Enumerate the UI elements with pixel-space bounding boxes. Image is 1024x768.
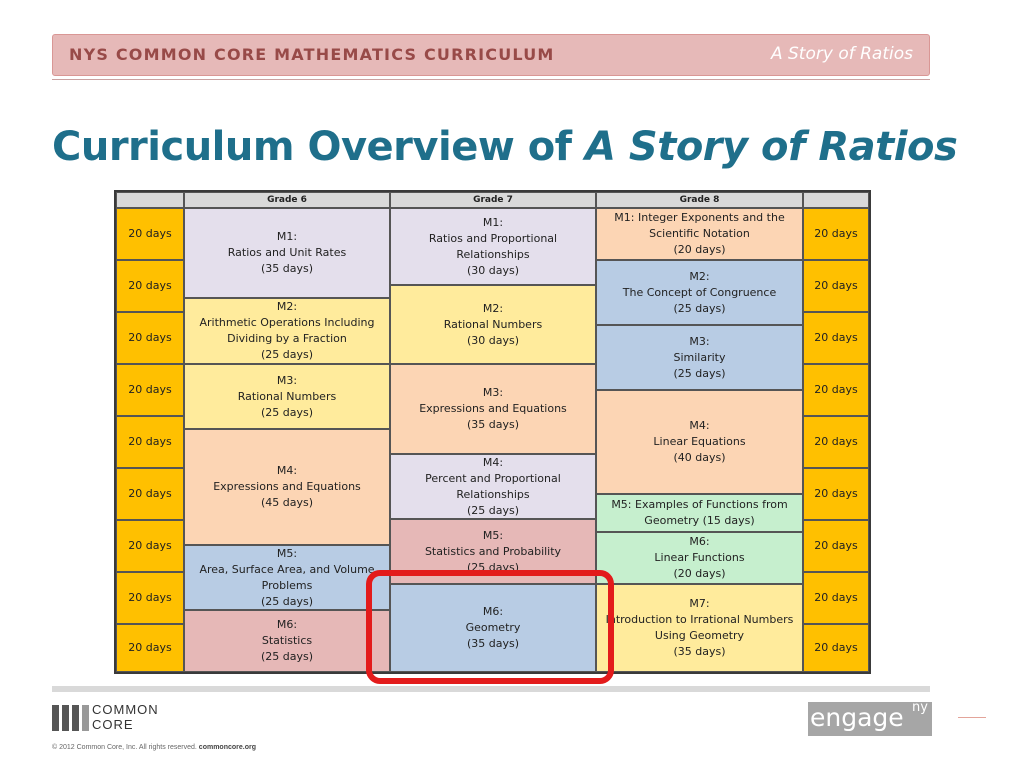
right-days-6: 20 days [803,468,869,520]
grade6-m2: M2: Arithmetic Operations Including Dividing by a Fraction (25 days) [184,298,390,364]
header-cell-blank-left [116,192,184,208]
grade8-m1: M1: Integer Exponents and the Scientific Notation (20 days) [596,208,803,260]
common-core-logo-text: COMMON CORE [92,702,159,732]
engage-logo-text: engage [810,703,904,732]
footer-divider [52,686,930,692]
grade6-m4: M4: Expressions and Equations (45 days) [184,429,390,545]
geometry-highlight-box [366,570,614,684]
header-bar [52,34,930,76]
grade7-m5: M5: Statistics and Probability (25 days) [390,519,596,584]
grade8-m2: M2: The Concept of Congruence (25 days) [596,260,803,325]
left-days-8: 20 days [116,572,184,624]
grade8-m7: M7: Introduction to Irrational Numbers Using Geometry (35 days) [596,584,803,672]
right-days-7: 20 days [803,520,869,572]
slide-title-italic: A Story of Ratios [585,124,958,170]
left-days-4: 20 days [116,364,184,416]
left-days-7: 20 days [116,520,184,572]
slide-title-plain: Curriculum Overview of [52,124,586,170]
header-cell-grade7: Grade 7 [390,192,596,208]
grade7-m4: M4: Percent and Proportional Relationships (25 days) [390,454,596,519]
left-days-3: 20 days [116,312,184,364]
curriculum-title: NYS COMMON CORE MATHEMATICS CURRICULUM [69,45,555,64]
slide-marker-line [958,717,986,718]
grade6-m1: M1: Ratios and Unit Rates (35 days) [184,208,390,298]
grade8-m4: M4: Linear Equations (40 days) [596,390,803,494]
grade7-m6: M6: Geometry (35 days) [390,584,596,672]
grade7-m2: M2: Rational Numbers (30 days) [390,285,596,364]
left-days-1: 20 days [116,208,184,260]
copyright-text: © 2012 Common Core, Inc. All rights reserved. [52,744,197,751]
right-days-2: 20 days [803,260,869,312]
grade6-m3: M3: Rational Numbers (25 days) [184,364,390,429]
slide-title [52,124,957,170]
right-days-3: 20 days [803,312,869,364]
right-days-1: 20 days [803,208,869,260]
header-divider [52,79,930,80]
right-days-5: 20 days [803,416,869,468]
right-days-9: 20 days [803,624,869,672]
grade6-m5: M5: Area, Surface Area, and Volume Problems (25 days) [184,545,390,610]
grade6-m6: M6: Statistics (25 days) [184,610,390,672]
copyright-notice [52,744,256,751]
right-days-4: 20 days [803,364,869,416]
header-cell-blank-right [803,192,869,208]
left-days-6: 20 days [116,468,184,520]
left-days-2: 20 days [116,260,184,312]
module-title: A Story of Ratios [770,44,913,64]
grade8-m3: M3: Similarity (25 days) [596,325,803,390]
right-days-8: 20 days [803,572,869,624]
grade8-m6: M6: Linear Functions (20 days) [596,532,803,584]
header-cell-grade6: Grade 6 [184,192,390,208]
grade7-m3: M3: Expressions and Equations (35 days) [390,364,596,454]
engage-ny-logo [808,702,932,736]
grade8-m5: M5: Examples of Functions from Geometry (15 days) [596,494,803,532]
left-days-9: 20 days [116,624,184,672]
header-cell-grade8: Grade 8 [596,192,803,208]
engage-logo-sup: ny [912,700,928,715]
copyright-link[interactable]: commoncore.org [198,744,256,751]
left-days-5: 20 days [116,416,184,468]
grade7-m1: M1: Ratios and Proportional Relationships (30 days) [390,208,596,285]
